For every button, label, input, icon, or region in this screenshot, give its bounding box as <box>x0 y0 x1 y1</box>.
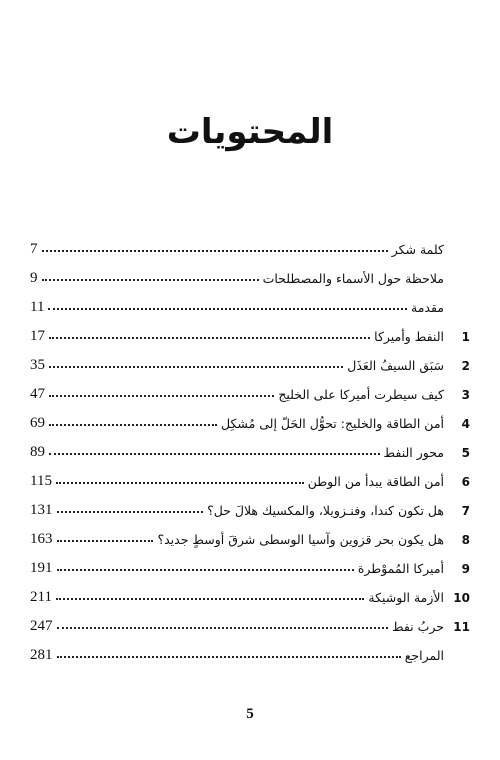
page-title: المحتويات <box>166 112 334 152</box>
dot-leader <box>42 279 259 281</box>
toc-entry <box>30 404 470 433</box>
dot-leader <box>57 569 354 571</box>
toc-entry <box>30 549 470 578</box>
entry-title: الأزمة الوشيكة <box>368 590 444 605</box>
toc-entry <box>30 462 470 491</box>
chapter-number: 6 <box>461 475 470 489</box>
toc-entry <box>30 346 470 375</box>
entry-page-number: 191 <box>30 560 53 576</box>
entry-title: هل يكون بحر قزوين وآسيا الوسطى شرقَ أوسطٍ جديد؟ <box>157 532 444 547</box>
entry-page-number: 11 <box>30 299 45 315</box>
chapter-number <box>444 663 470 665</box>
toc-entry <box>30 259 470 288</box>
dot-leader <box>57 627 388 629</box>
entry-page-number: 115 <box>30 473 52 489</box>
toc-entry <box>30 636 470 665</box>
dot-leader <box>42 250 388 252</box>
entry-page-number: 9 <box>30 270 38 286</box>
entry-title: كلمة شكر <box>391 242 444 257</box>
dot-leader <box>49 395 274 397</box>
entry-page-number: 247 <box>30 618 53 634</box>
entry-title: كيف سيطرت أميركا على الخليج <box>278 387 444 402</box>
entry-title: أميركا المُموْطرة <box>357 561 444 576</box>
table-of-contents <box>30 230 470 665</box>
dot-leader <box>56 482 304 484</box>
dot-leader <box>57 511 204 513</box>
chapter-number: 4 <box>461 417 470 431</box>
chapter-number: 7 <box>461 504 470 518</box>
dot-leader <box>49 366 343 368</box>
toc-entry <box>30 491 470 520</box>
chapter-number: 5 <box>461 446 470 460</box>
chapter-number: 9 <box>461 562 470 576</box>
toc-entry <box>30 607 470 636</box>
toc-entry <box>30 288 470 317</box>
dot-leader <box>49 337 370 339</box>
chapter-number: 10 <box>453 591 470 605</box>
entry-title: سَبَق السيفُ العَذَل <box>347 358 444 373</box>
toc-entry <box>30 375 470 404</box>
entry-page-number: 131 <box>30 502 53 518</box>
toc-entry <box>30 433 470 462</box>
entry-page-number: 35 <box>30 357 45 373</box>
entry-page-number: 163 <box>30 531 53 547</box>
chapter-number: 3 <box>461 388 470 402</box>
dot-leader <box>49 453 380 455</box>
entry-title: حربُ نفط <box>391 619 444 634</box>
entry-page-number: 47 <box>30 386 45 402</box>
entry-page-number: 211 <box>30 589 52 605</box>
toc-entry <box>30 578 470 607</box>
dot-leader <box>57 540 154 542</box>
entry-title: ملاحظة حول الأسماء والمصطلحات <box>262 271 444 286</box>
entry-page-number: 69 <box>30 415 45 431</box>
toc-entry <box>30 520 470 549</box>
entry-title: محور النفط <box>383 445 444 460</box>
chapter-number: 1 <box>461 330 470 344</box>
chapter-number: 8 <box>461 533 470 547</box>
dot-leader <box>57 656 401 658</box>
entry-title: هل تكون كندا، وفنـزويلا، والمكسيك هلالَ حل؟ <box>207 503 444 518</box>
chapter-number: 2 <box>461 359 470 373</box>
entry-page-number: 7 <box>30 241 38 257</box>
entry-title: النفط وأميركا <box>374 329 444 344</box>
dot-leader <box>49 424 217 426</box>
dot-leader <box>56 598 364 600</box>
entry-title: أمن الطاقة والخليج: تحوُّل الحَلّ إلى مُشكِل <box>221 416 444 431</box>
entry-title: أمن الطاقة يبدأ من الوطن <box>307 474 444 489</box>
entry-title: مقدمة <box>411 300 444 315</box>
dot-leader <box>48 308 407 310</box>
page-number: 5 <box>246 706 254 722</box>
toc-entry <box>30 317 470 346</box>
entry-page-number: 281 <box>30 647 53 663</box>
chapter-number: 11 <box>453 620 470 634</box>
entry-page-number: 17 <box>30 328 45 344</box>
entry-title: المراجع <box>404 648 444 663</box>
toc-entry <box>30 230 470 259</box>
entry-page-number: 89 <box>30 444 45 460</box>
